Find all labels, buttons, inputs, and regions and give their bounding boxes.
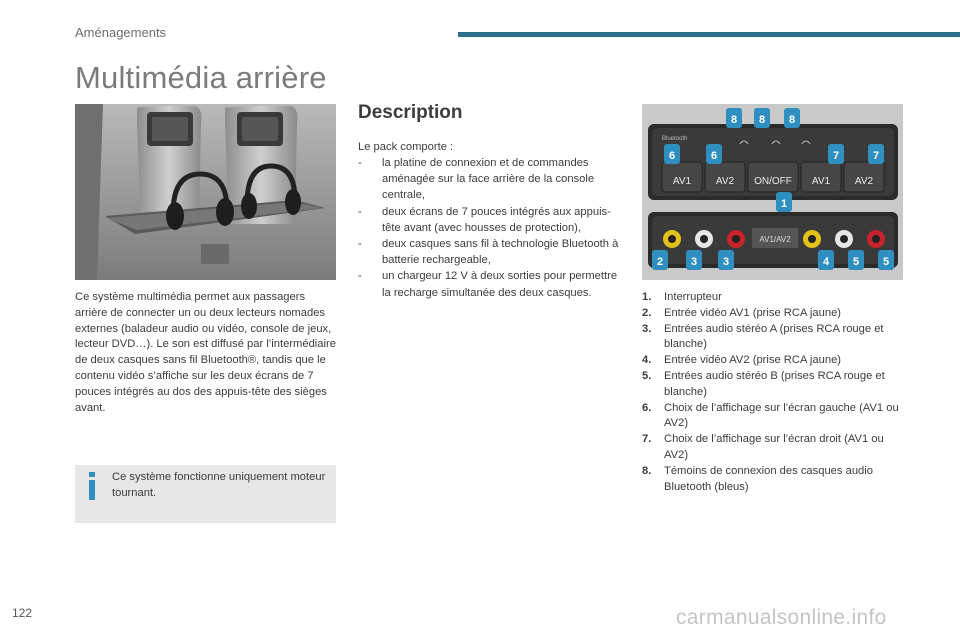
legend-item: 4. Entrée vidéo AV2 (prise RCA jaune) [642, 354, 842, 367]
intro-paragraph: Ce système multimédia permet aux passagers arrière de connecter un ou deux lecteurs nomades externes (baladeur audio ou vidéo, console de jeux, lecteur DVD…). Le son est diffusé par l’intermédiaire de deux casques sans fil Bluetooth®, tandis que le contenu vidéo s’affiche sur les deux écrans de 7 pouces intégrés au dos des appuis-tête des sièges avant. [75, 291, 336, 414]
svg-text:7: 7 [832, 150, 840, 162]
callout-7 [828, 144, 844, 164]
svg-text:5: 5 [882, 256, 890, 268]
svg-text:8: 8 [758, 114, 766, 126]
callout-8 [726, 108, 742, 128]
svg-text:3: 3 [690, 256, 698, 268]
svg-text:1: 1 [780, 198, 788, 210]
svg-text:4: 4 [822, 256, 830, 268]
list-item: - deux écrans de 7 pouces intégrés aux appuis-tête avant (avec housses de protection), [358, 205, 611, 234]
callout-5 [848, 250, 864, 270]
description-intro: Le pack comporte : [358, 141, 454, 153]
callout-1 [776, 192, 792, 212]
legend-item: 3. Entrées audio stéréo A (prises RCA rouge et blanche) [642, 322, 884, 351]
callout-8 [784, 108, 800, 128]
rear-seats-photo [75, 104, 336, 280]
svg-text:7: 7 [872, 150, 880, 162]
legend-item: 8. Témoins de connexion des casques audio Bluetooth (bleus) [642, 464, 873, 493]
watermark-link[interactable]: carmanualsonline.info [676, 606, 887, 629]
callout-5 [878, 250, 894, 270]
page-title: Multimédia arrière [75, 60, 327, 95]
svg-text:8: 8 [788, 114, 796, 126]
button-label: AV1 [811, 176, 831, 187]
control-panel-photo [642, 104, 903, 280]
page-number: 122 [12, 606, 33, 620]
callout-6 [664, 144, 680, 164]
callout-3 [718, 250, 734, 270]
jack-label: AV1/AV2 [759, 235, 791, 244]
header-accent-bar [458, 32, 960, 37]
info-note-text: Ce système fonctionne uniquement moteur tournant. [112, 471, 326, 499]
list-item: - la platine de connexion et de commandes aménagée sur la face arrière de la console centrale, [358, 157, 595, 202]
callout-2 [652, 250, 668, 270]
legend-list [642, 290, 904, 495]
button-label: AV2 [854, 176, 874, 187]
info-note [75, 465, 336, 523]
button-label: AV1 [672, 176, 692, 187]
callout-7 [868, 144, 884, 164]
list-item: - deux casques sans fil à technologie Bluetooth à batterie rechargeable, [358, 238, 619, 267]
legend-item: 6. Choix de l’affichage sur l’écran gauche (AV1 ou AV2) [642, 401, 899, 430]
svg-text:2: 2 [656, 256, 664, 268]
callout-6 [706, 144, 722, 164]
callout-3 [686, 250, 702, 270]
control-panel-illustration [642, 104, 903, 280]
svg-text:3: 3 [722, 256, 730, 268]
legend-item: 5. Entrées audio stéréo B (prises RCA rouge et blanche) [642, 369, 885, 398]
svg-text:8: 8 [730, 114, 738, 126]
section-label: Aménagements [75, 25, 167, 40]
description-list [358, 155, 623, 301]
callout-4 [818, 250, 834, 270]
svg-text:6: 6 [710, 150, 718, 162]
legend-item: 1. Interrupteur [642, 291, 722, 303]
svg-text:6: 6 [668, 150, 676, 162]
legend-item: 7. Choix de l’affichage sur l’écran droit (AV1 ou AV2) [642, 433, 884, 461]
callout-8 [754, 108, 770, 128]
rear-seats-illustration [75, 104, 336, 280]
button-label: AV2 [715, 176, 735, 187]
svg-text:5: 5 [852, 256, 860, 268]
info-icon [85, 472, 99, 500]
button-label: ON/OFF [754, 176, 792, 187]
bluetooth-label: Bluetooth [662, 136, 688, 142]
legend-item: 2. Entrée vidéo AV1 (prise RCA jaune) [642, 306, 842, 319]
description-heading: Description [358, 102, 463, 123]
list-item: - un chargeur 12 V à deux sorties pour permettre la recharge simultanée des deux casques. [358, 270, 618, 299]
